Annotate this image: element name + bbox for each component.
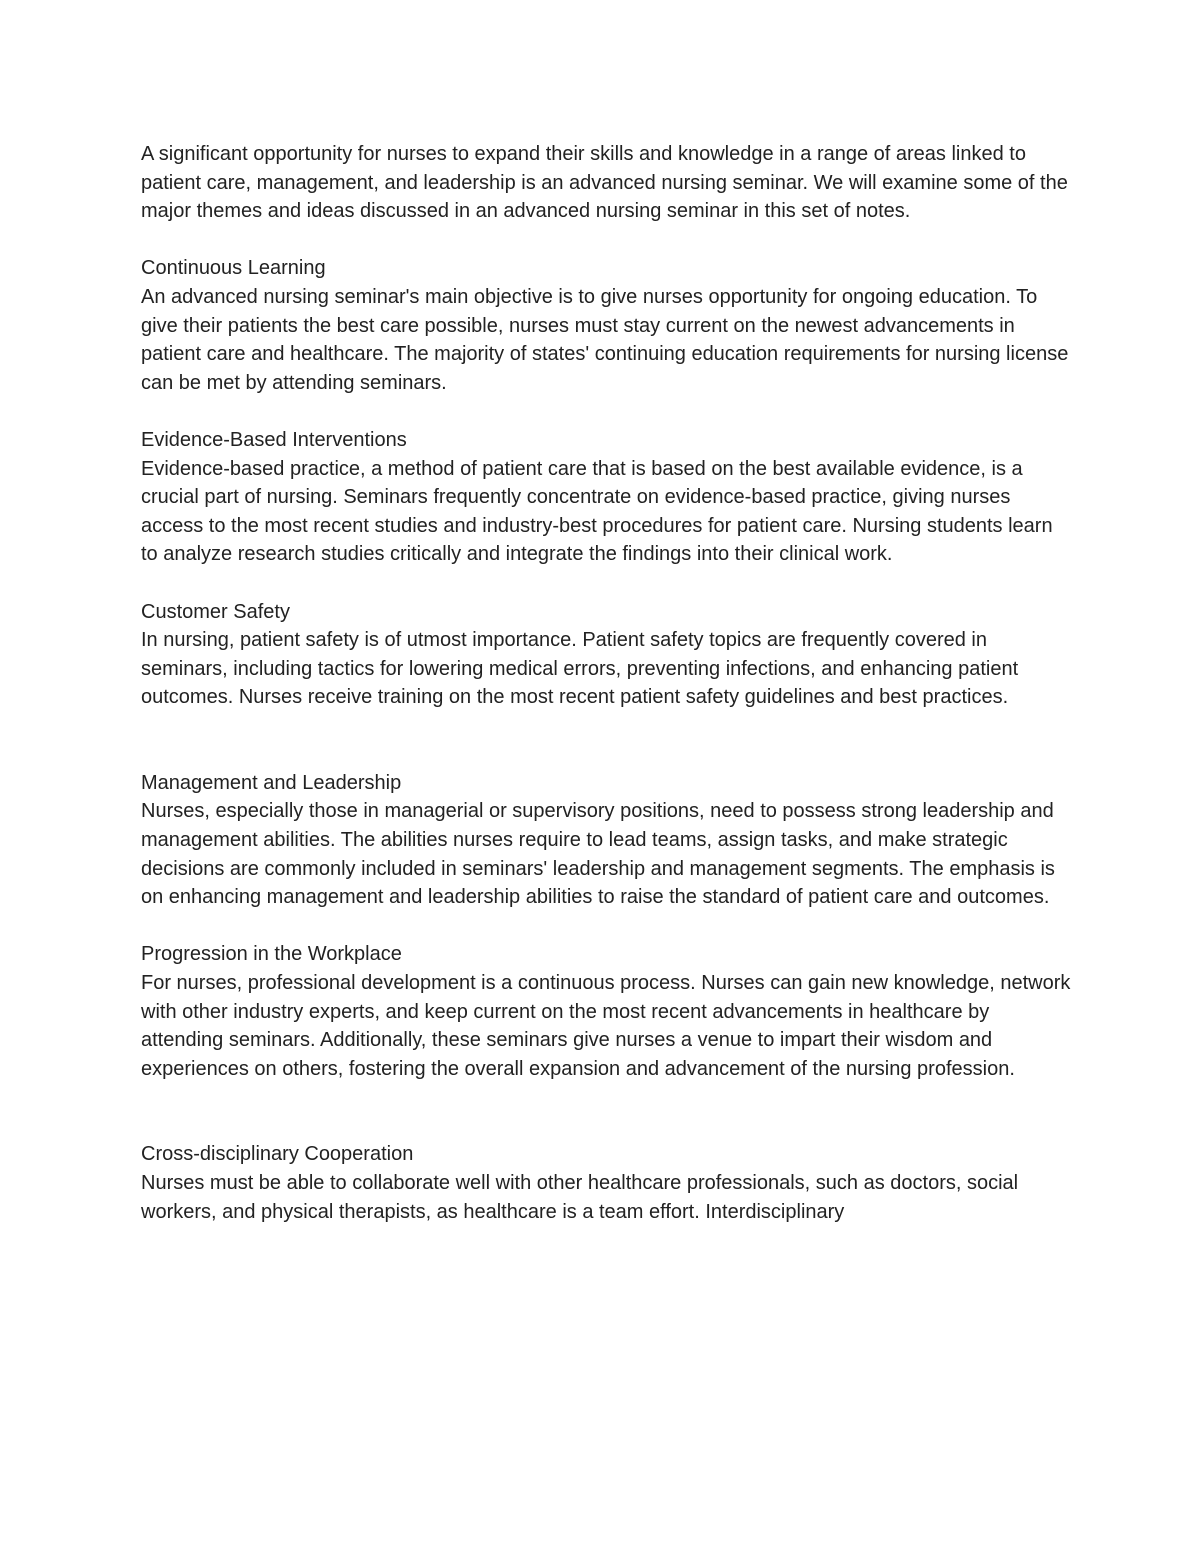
section-heading: Customer Safety xyxy=(141,600,290,623)
section-body: In nursing, patient safety is of utmost importance. Patient safety topics are frequently covered in seminars, including tactics for lowering medical errors, preventing infections, and enhancing patient outcomes. Nurses receive training on the most recent patient safety guidelines and best practices. xyxy=(141,629,1019,709)
section-progression-in-the-workplace xyxy=(141,940,1071,1083)
section-heading: Management and Leadership xyxy=(141,771,402,794)
section-body: For nurses, professional development is a continuous process. Nurses can gain new knowledge, network with other industry experts, and keep current on the most recent advancements in healthcare by attending seminars. Additionally, these seminars give nurses a venue to impart their wisdom and experiences on others, fostering the overall expansion and advancement of the nursing profession. xyxy=(141,972,1071,1080)
section-continuous-learning xyxy=(141,254,1071,397)
document-content xyxy=(141,140,1071,1255)
section-heading: Continuous Learning xyxy=(141,257,326,280)
section-body: An advanced nursing seminar's main objective is to give nurses opportunity for ongoing education. To give their patients the best care possible, nurses must stay current on the newest advancements in patient care and healthcare. The majority of states' continuing education requirements for nursing license can be met by attending seminars. xyxy=(141,285,1069,394)
section-cross-disciplinary-cooperation xyxy=(141,1140,1071,1226)
section-heading: Evidence-Based Interventions xyxy=(141,428,407,451)
section-body: Evidence-based practice, a method of patient care that is based on the best available evidence, is a crucial part of nursing. Seminars frequently concentrate on evidence-based practice, giving nurses access to the most recent studies and industry-best procedures for patient care. Nursing students learn to analyze research studies critically and integrate the findings into their clinical work. xyxy=(141,457,1053,566)
section-customer-safety xyxy=(141,598,1071,712)
intro-paragraph: A significant opportunity for nurses to expand their skills and knowledge in a range of areas linked to patient care, management, and leadership is an advanced nursing seminar. We will examine some of the major themes and ideas discussed in an advanced nursing seminar in this set of notes. xyxy=(141,143,1068,223)
section-management-and-leadership xyxy=(141,769,1071,912)
section-heading: Progression in the Workplace xyxy=(141,943,402,966)
section-heading: Cross-disciplinary Cooperation xyxy=(141,1143,414,1166)
intro-paragraph-block xyxy=(141,140,1071,226)
section-body: Nurses, especially those in managerial or supervisory positions, need to possess strong leadership and management abilities. The abilities nurses require to lead teams, assign tasks, and make strategic decisions are commonly included in seminars' leadership and management segments. The emphasis is on enhancing management and leadership abilities to raise the standard of patient care and outcomes. xyxy=(141,800,1055,909)
section-evidence-based-interventions xyxy=(141,426,1071,569)
section-body: Nurses must be able to collaborate well with other healthcare professionals, such as doctors, social workers, and physical therapists, as healthcare is a team effort. Interdisciplinary xyxy=(141,1172,1019,1223)
